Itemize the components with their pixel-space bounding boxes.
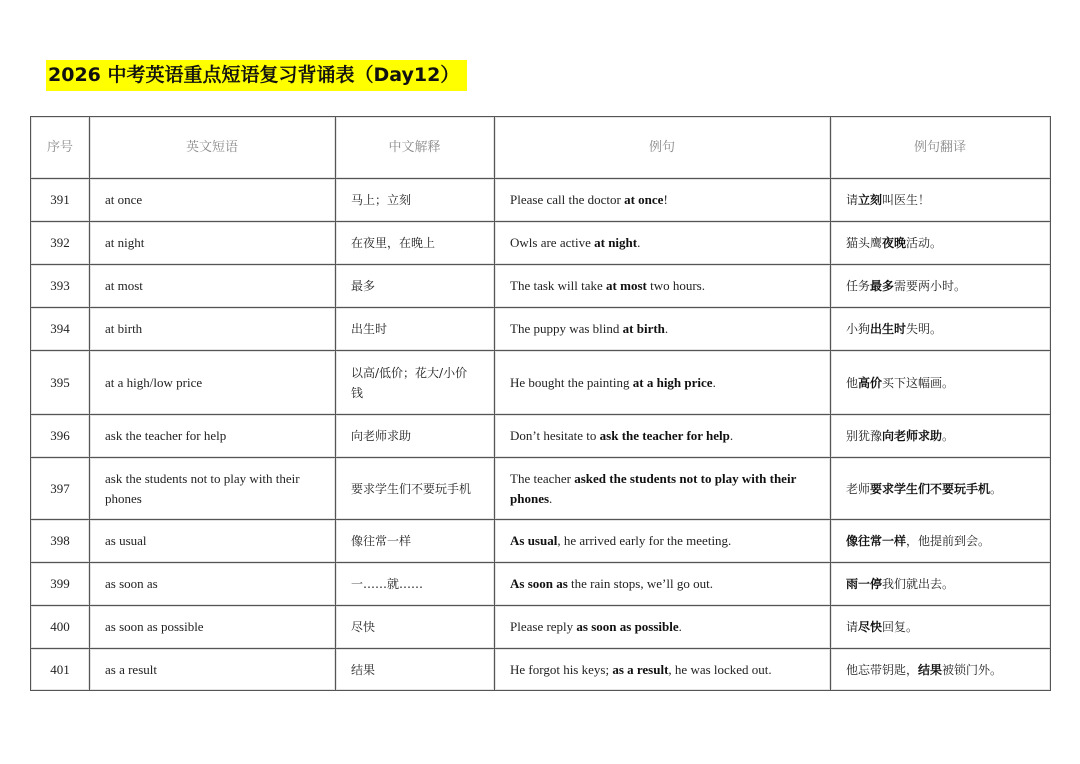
- row-meaning: 尽快: [335, 605, 494, 648]
- row-example: [494, 350, 830, 414]
- example-text: Owls are active: [510, 235, 595, 250]
- row-phrase: at birth: [89, 307, 335, 350]
- translation-bold-phrase: 高价: [858, 375, 883, 390]
- example-text: Don’t hesitate to: [510, 428, 600, 443]
- example-text: the rain stops, we’ll go out.: [567, 576, 713, 591]
- example-text: The task will take: [510, 278, 607, 293]
- example-text: .: [549, 490, 553, 506]
- translation-bold-phrase: 要求学生们不要玩手机: [870, 481, 991, 496]
- translation-bold-phrase: 结果: [918, 662, 943, 677]
- header-example: 例句: [494, 116, 830, 178]
- example-text: .: [664, 321, 669, 336]
- example-text: .: [729, 428, 734, 443]
- row-example: [494, 457, 830, 519]
- translation-text: 买下这幅画。: [882, 375, 955, 390]
- translation-bold-phrase: 向老师求助: [882, 429, 943, 443]
- row-example: [494, 414, 830, 457]
- row-example: [494, 605, 830, 648]
- row-meaning: 马上；立刻: [335, 178, 494, 221]
- example-text: , he was locked out.: [668, 661, 772, 677]
- row-translation: [830, 350, 1051, 414]
- translation-bold-phrase: 出生时: [870, 322, 907, 336]
- example-text: Please call the doctor: [510, 192, 625, 207]
- example-bold-phrase: at a high price: [632, 374, 713, 390]
- translation-text: 小狗: [846, 322, 871, 336]
- example-bold-phrase: As usual: [510, 533, 558, 548]
- row-translation: [830, 221, 1051, 264]
- example-text: The puppy was blind: [510, 321, 623, 336]
- translation-bold-phrase: 立刻: [858, 193, 883, 207]
- row-translation: [830, 519, 1051, 562]
- row-meaning: 出生时: [335, 307, 494, 350]
- row-phrase: as a result: [89, 648, 335, 691]
- row-meaning: 一……就……: [335, 562, 494, 605]
- table-row: [30, 519, 1051, 562]
- table-row: [30, 457, 1051, 519]
- row-example: [494, 178, 830, 221]
- translation-text: 老师: [846, 481, 871, 496]
- translation-text: ，他提前到会。: [906, 534, 991, 548]
- table-row: [30, 221, 1051, 264]
- example-text: , he arrived early for the meeting.: [557, 533, 732, 548]
- row-example: [494, 519, 830, 562]
- header-translation: 例句翻译: [830, 116, 1051, 178]
- example-bold-phrase: ask the teacher for help: [599, 428, 730, 443]
- table-row: [30, 307, 1051, 350]
- row-example: [494, 264, 830, 307]
- example-bold-phrase: asked the students not to play with their phones: [510, 470, 797, 506]
- example-bold-phrase: at birth: [622, 321, 665, 336]
- translation-text: 需要两小时。: [894, 279, 967, 293]
- translation-bold-phrase: 最多: [870, 279, 895, 293]
- translation-text: 我们就出去。: [882, 577, 955, 591]
- row-meaning: 像往常一样: [335, 519, 494, 562]
- translation-text: 请: [846, 620, 859, 634]
- translation-text: 叫医生！: [882, 193, 931, 207]
- translation-bold-phrase: 尽快: [858, 620, 883, 634]
- page-title: 2026 中考英语重点短语复习背诵表（Day12）: [46, 60, 467, 91]
- example-text: two hours.: [646, 278, 705, 293]
- row-number: 398: [30, 519, 89, 562]
- translation-bold-phrase: 夜晚: [882, 236, 907, 250]
- translation-text: 活动。: [906, 236, 943, 250]
- row-example: [494, 648, 830, 691]
- row-number: 394: [30, 307, 89, 350]
- row-phrase: ask the teacher for help: [89, 414, 335, 457]
- row-phrase: at night: [89, 221, 335, 264]
- table-header-row: [30, 116, 1051, 178]
- row-translation: [830, 562, 1051, 605]
- row-translation: [830, 648, 1051, 691]
- row-meaning: 在夜里，在晚上: [335, 221, 494, 264]
- translation-bold-phrase: 雨一停: [846, 577, 883, 591]
- translation-text: 。: [942, 429, 955, 443]
- table-row: [30, 414, 1051, 457]
- row-number: 392: [30, 221, 89, 264]
- row-number: 400: [30, 605, 89, 648]
- table-row: [30, 178, 1051, 221]
- row-phrase: ask the students not to play with their phones: [89, 457, 335, 519]
- row-translation: [830, 605, 1051, 648]
- table-row: [30, 562, 1051, 605]
- example-bold-phrase: at night: [594, 235, 638, 250]
- example-bold-phrase: As soon as: [510, 576, 568, 591]
- example-text: .: [678, 619, 682, 634]
- phrase-table: [30, 116, 1051, 691]
- translation-text: 失明。: [906, 322, 943, 336]
- translation-text: 请: [846, 193, 859, 207]
- example-text: The teacher: [510, 470, 575, 486]
- row-phrase: at most: [89, 264, 335, 307]
- row-translation: [830, 457, 1051, 519]
- row-meaning: 要求学生们不要玩手机: [335, 457, 494, 519]
- row-meaning: 向老师求助: [335, 414, 494, 457]
- example-bold-phrase: at most: [606, 278, 647, 293]
- row-phrase: at a high/low price: [89, 350, 335, 414]
- row-translation: [830, 178, 1051, 221]
- row-number: 391: [30, 178, 89, 221]
- row-translation: [830, 414, 1051, 457]
- example-bold-phrase: as soon as possible: [576, 619, 679, 634]
- header-phrase: 英文短语: [89, 116, 335, 178]
- example-text: .: [637, 235, 641, 250]
- table-row: [30, 605, 1051, 648]
- translation-text: 被锁门外。: [942, 662, 1003, 677]
- row-number: 401: [30, 648, 89, 691]
- translation-text: 。: [990, 481, 1003, 496]
- example-bold-phrase: at once: [624, 192, 664, 207]
- example-text: !: [663, 192, 668, 207]
- translation-text: 他: [846, 375, 859, 390]
- translation-text: 他忘带钥匙，: [846, 662, 919, 677]
- translation-text: 猫头鹰: [846, 236, 883, 250]
- table-row: [30, 264, 1051, 307]
- example-text: He bought the painting: [510, 374, 633, 390]
- row-example: [494, 307, 830, 350]
- row-number: 395: [30, 350, 89, 414]
- row-translation: [830, 307, 1051, 350]
- header-meaning: 中文解释: [335, 116, 494, 178]
- row-number: 393: [30, 264, 89, 307]
- example-bold-phrase: as a result: [612, 661, 669, 677]
- translation-text: 回复。: [882, 620, 919, 634]
- header-number: 序号: [30, 116, 89, 178]
- example-text: He forgot his keys;: [510, 661, 613, 677]
- row-meaning: 最多: [335, 264, 494, 307]
- row-example: [494, 562, 830, 605]
- translation-bold-phrase: 像往常一样: [846, 534, 907, 548]
- row-number: 397: [30, 457, 89, 519]
- row-phrase: as soon as possible: [89, 605, 335, 648]
- row-meaning: 以高/低价；花大/小价钱: [335, 350, 494, 414]
- table-row: [30, 350, 1051, 414]
- row-meaning: 结果: [335, 648, 494, 691]
- row-phrase: as usual: [89, 519, 335, 562]
- translation-text: 任务: [846, 279, 871, 293]
- row-number: 396: [30, 414, 89, 457]
- table-row: [30, 648, 1051, 691]
- row-phrase: at once: [89, 178, 335, 221]
- translation-text: 别犹豫: [846, 429, 883, 443]
- row-phrase: as soon as: [89, 562, 335, 605]
- example-text: Please reply: [510, 619, 577, 634]
- row-translation: [830, 264, 1051, 307]
- row-number: 399: [30, 562, 89, 605]
- example-text: .: [712, 374, 716, 390]
- row-example: [494, 221, 830, 264]
